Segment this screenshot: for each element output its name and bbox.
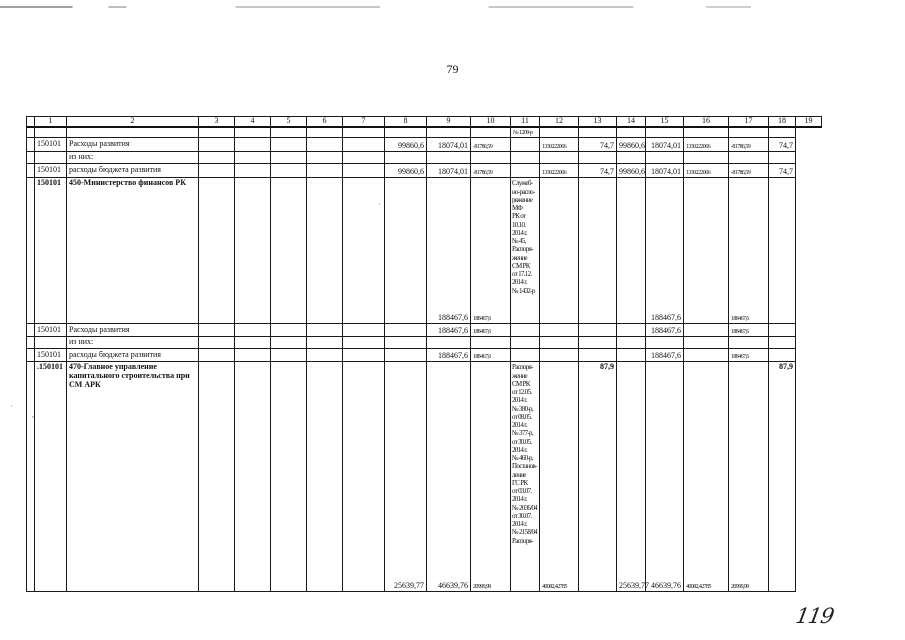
cell [617, 324, 646, 337]
cell-code [35, 152, 67, 164]
cell-col10: 18074,01 [427, 164, 471, 178]
cell-col16: 18074,01 [646, 138, 684, 152]
header-cell: 15 [646, 117, 684, 127]
scan-speck: , [32, 410, 34, 419]
cell [235, 152, 271, 164]
cell [271, 337, 307, 349]
header-cell: 14 [617, 117, 646, 127]
cell [729, 152, 769, 164]
scan-speck: · [378, 200, 381, 209]
cell-code [35, 127, 67, 138]
cell [307, 337, 343, 349]
cell-col15: 99860,6 [617, 138, 646, 152]
table-row-continuation [27, 127, 822, 138]
cell-col12 [511, 138, 540, 152]
cell-document-ref: Служеб- но-распо- ряжение МФ РК от 10.10. 2014 г. № 45, Распоря- жение СМ РК от 17.12. 2014 г. № 1432-р [511, 178, 540, 324]
cell [235, 362, 271, 592]
cell-col11: -81786,59 [471, 164, 511, 178]
cell [579, 349, 617, 362]
cell [271, 138, 307, 152]
cell [385, 178, 427, 324]
cell [271, 164, 307, 178]
header-cell: 13 [579, 117, 617, 127]
cell [271, 349, 307, 362]
header-cell: 8 [385, 117, 427, 127]
cell [343, 337, 385, 349]
cell [427, 127, 471, 138]
cell-code [35, 337, 67, 349]
cell-col11: 20999,99 [471, 362, 511, 592]
cell [343, 349, 385, 362]
cell [617, 178, 646, 324]
budget-table [26, 116, 822, 592]
cell-col17: 40082,42785 [684, 362, 729, 592]
cell [579, 178, 617, 324]
table-row-of-which [27, 152, 822, 164]
margin-cell [27, 337, 35, 349]
cell-col15: 99860,6 [617, 164, 646, 178]
cell [579, 127, 617, 138]
cell [769, 324, 796, 337]
cell [235, 127, 271, 138]
table-row-development-expenses [27, 138, 822, 152]
cell [617, 127, 646, 138]
cell [729, 337, 769, 349]
cell-col16: 188467,6 [646, 178, 684, 324]
cell-code: .150101 [35, 362, 67, 592]
cell-col19: 74,7 [769, 138, 796, 152]
cell [769, 337, 796, 349]
cell [271, 362, 307, 592]
scan-artifact-line [0, 6, 905, 8]
cell-col14: 74,7 [579, 164, 617, 178]
table-row-of-which [27, 337, 822, 349]
cell-name: из них: [67, 152, 199, 164]
cell-col13: 1330222066 [540, 164, 579, 178]
cell [769, 349, 796, 362]
cell [769, 127, 796, 138]
cell-name [67, 127, 199, 138]
cell-name: 450-Министерство финансов РК [67, 178, 199, 324]
header-cell-left-margin [27, 117, 35, 127]
cell-code: 150101 [35, 178, 67, 324]
cell-col18: 20999,99 [729, 362, 769, 592]
cell-col15: 25639,77 [617, 362, 646, 592]
cell-col10: 188467,6 [427, 324, 471, 337]
cell [385, 337, 427, 349]
cell [540, 337, 579, 349]
cell [307, 138, 343, 152]
cell [343, 164, 385, 178]
header-cell: 1 [35, 117, 67, 127]
cell [684, 152, 729, 164]
cell [271, 324, 307, 337]
table-row-capital-construction-directorate [27, 362, 822, 592]
cell [199, 337, 235, 349]
cell-code: 150101 [35, 349, 67, 362]
cell [235, 349, 271, 362]
cell-col16: 18074,01 [646, 164, 684, 178]
header-cell: 7 [343, 117, 385, 127]
cell [540, 349, 579, 362]
cell [235, 337, 271, 349]
cell [684, 178, 729, 324]
scan-speck: · [10, 402, 13, 411]
cell-col10: 188467,6 [427, 349, 471, 362]
header-cell: 17 [729, 117, 769, 127]
cell-col10: 18074,01 [427, 138, 471, 152]
cell [511, 337, 540, 349]
cell [199, 138, 235, 152]
cell-document-ref: Распоря- жение СМ РК от 12.05. 2014 г. № 380-р, от 08.05. 2014 г. № 377-р, от 30.05. 2014 г. № 460-р, Постанов- ление ГС РК от 03.07. 2014 г. № 2036/04 от 30.07. 2014 г. № 2158/04 Распоря- [511, 362, 540, 592]
header-cell: 10 [471, 117, 511, 127]
header-cell: 3 [199, 117, 235, 127]
cell [684, 337, 729, 349]
cell [343, 152, 385, 164]
cell [235, 178, 271, 324]
cell [199, 362, 235, 592]
cell [343, 178, 385, 324]
cell [307, 152, 343, 164]
cell [579, 324, 617, 337]
cell [684, 324, 729, 337]
cell [307, 127, 343, 138]
cell-col9: 99860,6 [385, 164, 427, 178]
header-cell: 12 [540, 117, 579, 127]
cell-code: 150101 [35, 324, 67, 337]
cell [385, 349, 427, 362]
margin-cell [27, 127, 35, 138]
margin-cell [27, 362, 35, 592]
header-cell: 4 [235, 117, 271, 127]
cell [646, 152, 684, 164]
cell-col18: 188467,6 [729, 349, 769, 362]
cell-col19: 87,9 [769, 362, 796, 592]
cell [729, 127, 769, 138]
cell [684, 349, 729, 362]
cell-name: расходы бюджета развития [67, 164, 199, 178]
cell [540, 324, 579, 337]
cell [307, 324, 343, 337]
header-cell: 5 [271, 117, 307, 127]
cell-col19: 74,7 [769, 164, 796, 178]
cell [769, 152, 796, 164]
cell [307, 349, 343, 362]
header-cell: 2 [67, 117, 199, 127]
header-cell: 16 [684, 117, 729, 127]
header-cell: 9 [427, 117, 471, 127]
cell [343, 362, 385, 592]
margin-cell [27, 349, 35, 362]
cell [199, 178, 235, 324]
margin-cell [27, 138, 35, 152]
cell [471, 152, 511, 164]
cell-col17: 1330222066 [684, 138, 729, 152]
cell-col18: -81786,59 [729, 138, 769, 152]
margin-cell [27, 324, 35, 337]
cell [343, 138, 385, 152]
table-row-ministry-of-finance [27, 178, 822, 324]
cell [235, 324, 271, 337]
cell-name: расходы бюджета развития [67, 349, 199, 362]
cell [427, 152, 471, 164]
cell [471, 337, 511, 349]
cell [271, 152, 307, 164]
cell [579, 152, 617, 164]
cell-col10: 188467,6 [427, 178, 471, 324]
cell-code: 150101 [35, 138, 67, 152]
cell [511, 324, 540, 337]
cell-col12 [511, 164, 540, 178]
cell-col18: 188467,6 [729, 324, 769, 337]
cell [646, 127, 684, 138]
header-row [27, 117, 822, 127]
table-row-development-budget-expenses [27, 349, 822, 362]
cell-col11: 188467,6 [471, 324, 511, 337]
cell-col13: 1330222066 [540, 138, 579, 152]
table-row-development-expenses [27, 324, 822, 337]
header-cell: 19 [796, 117, 822, 127]
cell [343, 127, 385, 138]
cell-name: 470-Главное управление капитального строительства при СМ АРК [67, 362, 199, 592]
cell-col16: 188467,6 [646, 349, 684, 362]
cell-col18: 188467,6 [729, 178, 769, 324]
cell [199, 324, 235, 337]
header-cell: 18 [769, 117, 796, 127]
cell-col14: 87,9 [579, 362, 617, 592]
margin-cell [27, 152, 35, 164]
cell-col17: 1330222066 [684, 164, 729, 178]
header-cell: 6 [307, 117, 343, 127]
cell [307, 164, 343, 178]
page-number: 79 [446, 62, 459, 76]
cell [617, 349, 646, 362]
cell-col10: 46639,76 [427, 362, 471, 592]
table-row-development-budget-expenses [27, 164, 822, 178]
cell [385, 127, 427, 138]
cell [540, 127, 579, 138]
cell-name: Расходы развития [67, 324, 199, 337]
cell [511, 349, 540, 362]
cell [343, 324, 385, 337]
margin-cell [27, 164, 35, 178]
cell-col13: 40082,42785 [540, 362, 579, 592]
cell [427, 337, 471, 349]
header-cell: 11 [511, 117, 540, 127]
cell [199, 164, 235, 178]
cell-col11: 188467,6 [471, 178, 511, 324]
cell-col11: -81786,59 [471, 138, 511, 152]
cell [307, 362, 343, 592]
cell-col9: 25639,77 [385, 362, 427, 592]
cell-col11: 188467,6 [471, 349, 511, 362]
cell [540, 152, 579, 164]
cell [471, 127, 511, 138]
cell [617, 152, 646, 164]
cell [511, 152, 540, 164]
cell [617, 337, 646, 349]
cell-col14: 74,7 [579, 138, 617, 152]
cell-name: из них: [67, 337, 199, 349]
cell [385, 324, 427, 337]
cell [540, 178, 579, 324]
cell-code: 150101 [35, 164, 67, 178]
handwritten-sheet-number: 119 [793, 604, 836, 628]
cell-col9: 99860,6 [385, 138, 427, 152]
cell [199, 349, 235, 362]
margin-cell [27, 178, 35, 324]
cell [271, 127, 307, 138]
cell-name: Расходы развития [67, 138, 199, 152]
cell [385, 152, 427, 164]
cell [646, 337, 684, 349]
cell-document-ref: № 1209-р [511, 127, 540, 138]
cell-col16: 188467,6 [646, 324, 684, 337]
cell [199, 127, 235, 138]
cell [579, 337, 617, 349]
cell [684, 127, 729, 138]
cell-col18: -81786,59 [729, 164, 769, 178]
cell [769, 178, 796, 324]
cell [235, 138, 271, 152]
cell [307, 178, 343, 324]
cell-col16: 46639,76 [646, 362, 684, 592]
cell [271, 178, 307, 324]
cell [199, 152, 235, 164]
cell [235, 164, 271, 178]
